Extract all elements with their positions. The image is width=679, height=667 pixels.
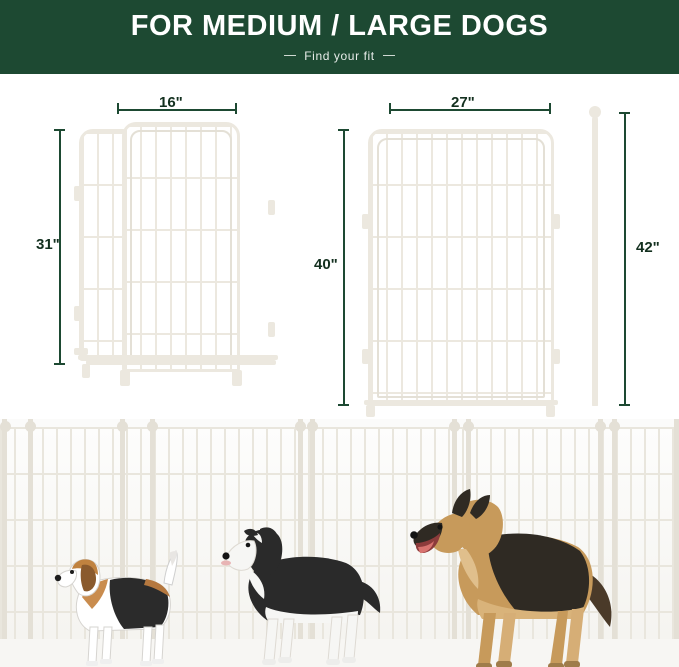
dash-right-icon bbox=[383, 55, 395, 56]
header-subtitle: Find your fit bbox=[304, 48, 375, 63]
fence-knob-icon bbox=[463, 421, 474, 432]
narrow-panel-back bbox=[79, 129, 127, 361]
fence-knob-icon bbox=[117, 421, 128, 432]
fence-knob-icon bbox=[595, 421, 606, 432]
dimension-cap-27-left bbox=[389, 103, 391, 114]
narrow-panel-gate-outline bbox=[130, 130, 232, 364]
dimension-label-27in: 27" bbox=[451, 94, 475, 111]
dimension-line-42in bbox=[624, 112, 626, 406]
hinge-icon bbox=[74, 186, 81, 201]
dimension-cap-31-bottom bbox=[54, 363, 65, 365]
dimension-cap-40-top bbox=[338, 129, 349, 131]
hinge-icon bbox=[362, 214, 369, 229]
dimension-label-31in: 31" bbox=[36, 236, 60, 253]
panel-foot-bar bbox=[364, 400, 558, 405]
dash-left-icon bbox=[284, 55, 296, 56]
dimension-cap-16-left bbox=[117, 103, 119, 114]
hinge-icon bbox=[362, 349, 369, 364]
panel-foot bbox=[546, 405, 555, 417]
dog-border-collie bbox=[208, 511, 393, 667]
panel-foot bbox=[366, 405, 375, 417]
hinge-icon bbox=[553, 214, 560, 229]
hinge-icon bbox=[74, 306, 81, 321]
panel-foot bbox=[74, 348, 88, 355]
dimension-label-16in: 16" bbox=[159, 94, 183, 111]
hinge-icon bbox=[268, 322, 275, 337]
fence-knob-icon bbox=[295, 421, 306, 432]
dimension-cap-42-top bbox=[619, 112, 630, 114]
panel-foot-bar bbox=[86, 360, 276, 365]
fence-knob-icon bbox=[449, 421, 460, 432]
panel-foot bbox=[232, 370, 242, 386]
fence-knob-icon bbox=[609, 421, 620, 432]
dimensions-diagram bbox=[0, 74, 679, 419]
header-banner bbox=[0, 0, 679, 74]
dimension-cap-27-right bbox=[549, 103, 551, 114]
fence-knob-icon bbox=[147, 421, 158, 432]
dimension-label-40in: 40" bbox=[314, 256, 338, 273]
fence-knob-icon bbox=[307, 421, 318, 432]
hinge-icon bbox=[553, 349, 560, 364]
dimension-label-42in: 42" bbox=[636, 239, 660, 256]
dimension-line-40in bbox=[343, 129, 345, 406]
fence-post bbox=[2, 419, 7, 651]
fence-post bbox=[674, 419, 679, 651]
dimension-cap-16-right bbox=[235, 103, 237, 114]
dog-german-shepherd bbox=[408, 487, 628, 667]
product-photo bbox=[0, 419, 679, 667]
hinge-icon bbox=[268, 200, 275, 215]
fence-knob-icon bbox=[25, 421, 36, 432]
wide-panel-inner-outline bbox=[377, 138, 545, 398]
ground-stake bbox=[592, 116, 598, 406]
fence-knob-icon bbox=[0, 421, 11, 432]
panel-foot bbox=[82, 364, 90, 378]
dog-beagle bbox=[38, 539, 198, 667]
fence-post bbox=[28, 419, 33, 651]
dimension-cap-42-bottom bbox=[619, 404, 630, 406]
dimension-cap-31-top bbox=[54, 129, 65, 131]
page-title: FOR MEDIUM / LARGE DOGS bbox=[130, 10, 549, 43]
header-subtitle-row bbox=[284, 49, 395, 63]
panel-foot bbox=[120, 370, 130, 386]
dimension-cap-40-bottom bbox=[338, 404, 349, 406]
